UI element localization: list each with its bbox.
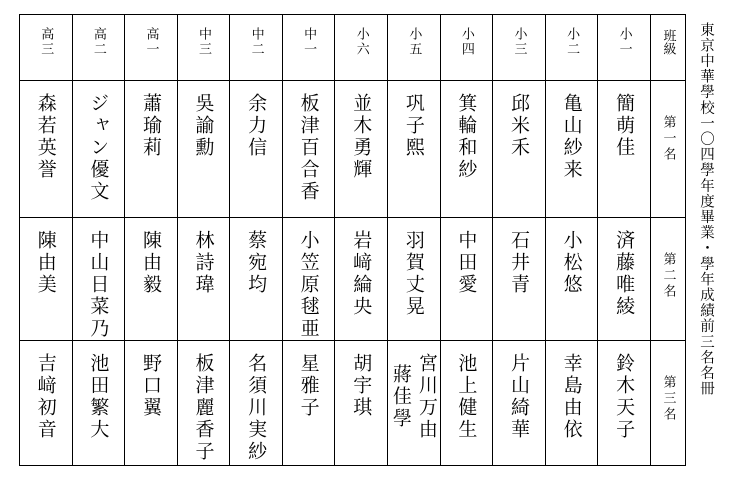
student-name: 蔣佳學 <box>389 364 412 430</box>
name-cell <box>72 81 125 218</box>
name-cell <box>493 81 546 218</box>
student-name: 余力信 <box>245 93 268 159</box>
student-name: 幸島由依 <box>560 353 583 441</box>
class-header-cell <box>651 15 686 81</box>
grade-label: 高一 <box>143 27 159 57</box>
grade-header-cell <box>388 15 441 81</box>
student-name: 板津麗香子 <box>192 353 215 463</box>
name-cell <box>440 341 493 466</box>
name-cell <box>598 218 651 341</box>
grade-label: 高三 <box>38 27 54 57</box>
rank-label: 第三名 <box>660 375 676 423</box>
grade-header-cell <box>545 15 598 81</box>
rank-cell <box>651 341 686 466</box>
student-name: ジャン優文 <box>87 93 110 203</box>
student-name: 亀山紗来 <box>560 93 583 181</box>
grade-header-cell <box>440 15 493 81</box>
name-cell <box>177 341 230 466</box>
grade-header-cell <box>282 15 335 81</box>
grade-header-cell <box>598 15 651 81</box>
name-cell <box>282 341 335 466</box>
name-cell <box>388 341 441 466</box>
rank-label: 第一名 <box>660 115 676 163</box>
name-cell <box>388 218 441 341</box>
name-cell <box>598 81 651 218</box>
name-cell <box>493 218 546 341</box>
name-cell <box>545 218 598 341</box>
document-title: 東京中華學校一〇四學年度畢業・學年成績前三名名冊 <box>698 22 714 397</box>
name-cell <box>440 218 493 341</box>
grade-label: 高二 <box>90 27 106 57</box>
student-name: 陳由毅 <box>139 230 162 296</box>
name-cell <box>545 341 598 466</box>
student-name: 名須川実紗 <box>245 353 268 463</box>
grade-header-cell <box>20 15 73 81</box>
grade-label: 小六 <box>353 27 369 57</box>
grade-header-cell <box>125 15 178 81</box>
student-name: 中田愛 <box>455 230 478 296</box>
name-cell <box>388 81 441 218</box>
student-name: 吳諭勳 <box>192 93 215 159</box>
student-name: 星雅子 <box>297 353 320 419</box>
student-name: 羽賀丈晃 <box>402 230 425 318</box>
rank-cell <box>651 81 686 218</box>
student-name: 巩子熙 <box>402 93 425 159</box>
name-cell <box>72 341 125 466</box>
student-name: 胡宇琪 <box>350 353 373 419</box>
student-name: 片山綺華 <box>507 353 530 441</box>
grade-label: 中三 <box>196 27 212 57</box>
student-name: 箕輪和紗 <box>455 93 478 181</box>
name-cell <box>177 81 230 218</box>
name-cell <box>545 81 598 218</box>
honor-roll-table <box>19 14 686 466</box>
student-name: 宮川万由 <box>415 353 438 441</box>
student-name: 板津百合香 <box>297 93 320 203</box>
grade-label: 小五 <box>406 27 422 57</box>
name-cell <box>20 341 73 466</box>
grade-label: 小三 <box>511 27 527 57</box>
grade-label: 小一 <box>616 27 632 57</box>
name-cell <box>177 218 230 341</box>
rank-label: 第二名 <box>660 252 676 300</box>
name-cell <box>230 81 283 218</box>
student-name: 野口翼 <box>139 353 162 419</box>
student-name: 邱米禾 <box>507 93 530 159</box>
student-name: 済藤唯綾 <box>613 230 636 318</box>
student-name: 岩﨑綸央 <box>350 230 373 318</box>
grade-label: 小二 <box>564 27 580 57</box>
student-name: 池田繁大 <box>87 353 110 441</box>
grade-label: 小四 <box>458 27 474 57</box>
student-name: 石井青 <box>507 230 530 296</box>
name-cell <box>230 218 283 341</box>
class-header-label: 班級 <box>660 29 676 55</box>
student-name: 蔡宛均 <box>245 230 268 296</box>
rank-cell <box>651 218 686 341</box>
grade-header-cell <box>335 15 388 81</box>
name-cell <box>282 218 335 341</box>
name-cell <box>125 81 178 218</box>
student-name: 森若英誉 <box>34 93 57 181</box>
rank-row <box>20 81 686 218</box>
student-name: 簡萌佳 <box>613 93 636 159</box>
student-name: 蕭瑜莉 <box>139 93 162 159</box>
grade-header-cell <box>230 15 283 81</box>
name-cell <box>282 81 335 218</box>
student-name: 並木勇輝 <box>350 93 373 181</box>
name-cell <box>598 341 651 466</box>
name-cell <box>125 341 178 466</box>
rank-row <box>20 218 686 341</box>
name-cell <box>335 341 388 466</box>
rank-row <box>20 341 686 466</box>
name-cell <box>493 341 546 466</box>
student-name: 陳由美 <box>34 230 57 296</box>
grade-label: 中二 <box>248 27 264 57</box>
student-name: 林詩瑋 <box>192 230 215 296</box>
name-cell <box>72 218 125 341</box>
student-name: 池上健生 <box>455 353 478 441</box>
grade-header-cell <box>177 15 230 81</box>
student-name: 小松悠 <box>560 230 583 296</box>
name-cell <box>335 81 388 218</box>
grade-header-cell <box>493 15 546 81</box>
student-name: 吉﨑初音 <box>34 353 57 441</box>
grade-header-cell <box>72 15 125 81</box>
student-name: 中山日菜乃 <box>87 230 110 340</box>
name-cell <box>335 218 388 341</box>
student-name: 鈴木天子 <box>613 353 636 441</box>
student-name: 小笠原毬亜 <box>297 230 320 340</box>
name-cell <box>440 81 493 218</box>
name-cell <box>230 341 283 466</box>
name-cell <box>20 218 73 341</box>
grade-label: 中一 <box>301 27 317 57</box>
name-cell <box>20 81 73 218</box>
name-cell <box>125 218 178 341</box>
